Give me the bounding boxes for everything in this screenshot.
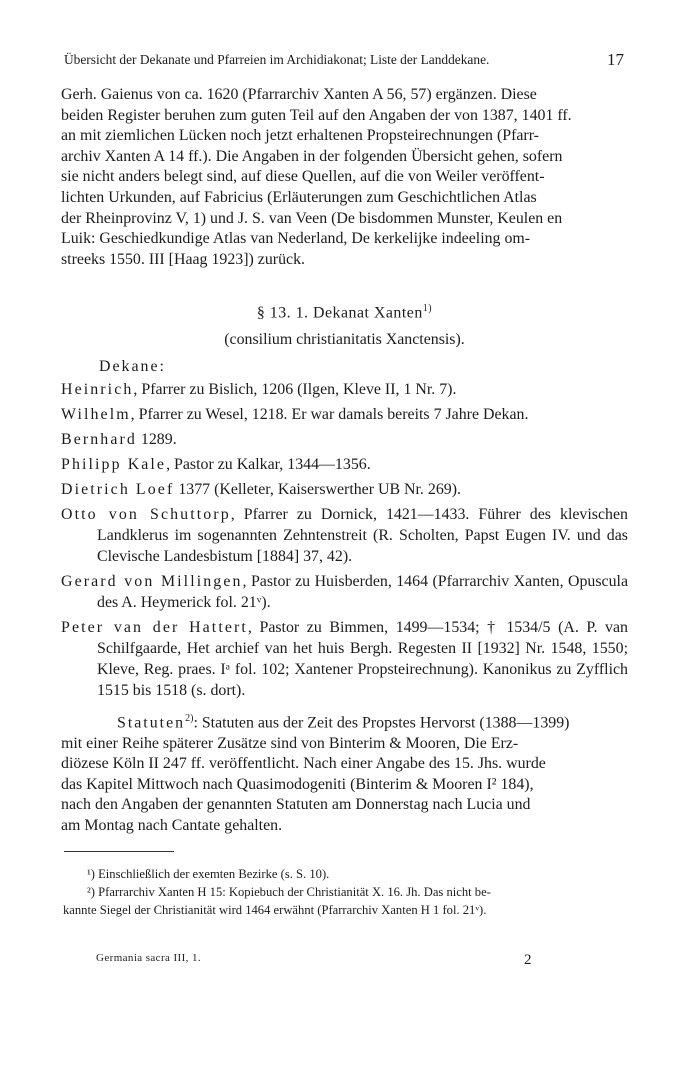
text-line: sie nicht anders belegt sind, auf diese Quellen, auf die von Weiler veröffent-: [61, 168, 545, 186]
dean-name: Wilhelm: [61, 405, 131, 423]
dean-details: , Pfarrer zu Bislich, 1206 (Ilgen, Kleve II, 1 Nr. 7).: [133, 380, 457, 398]
text-line: streeks 1550. III [Haag 1923]) zurück.: [61, 250, 306, 268]
running-head-title: Übersicht der Dekanate und Pfarreien im Archidiakonat; Liste der Landdekane.: [64, 52, 490, 67]
dean-details: 1377 (Kelleter, Kaiserswerther UB Nr. 269).: [174, 480, 461, 498]
text-line: archiv Xanten A 14 ff.). Die Angaben in der folgenden Übersicht gehen, sofern: [61, 147, 563, 165]
dean-entry: [61, 617, 628, 701]
dean-entry: [61, 571, 628, 613]
footnote: ²) Pfarrarchiv Xanten H 15: Kopiebuch der Christianität X. 16. Jh. Das nicht be-: [87, 885, 491, 899]
text-line: diözese Köln II 247 ff. veröffentlicht. Nach einer Angabe des 15. Jhs. wurde: [61, 755, 546, 773]
statutes-label: Statuten: [117, 713, 186, 731]
dean-list: [61, 379, 628, 701]
printer-signature: Germania sacra III, 1.: [96, 952, 201, 964]
dean-details: , Pastor zu Bimmen, 1499—1534; † 1534/5 (A. P. van Schilfgaarde, Het archief van het huis Bergh. Regesten II [1932] Nr. 1548, 1550; Kleve, Reg. praes. Iᵃ fol. 102; Xantener Propsteirechnung). Kanonikus zu Zyfflich 1515 bis 1518 (s. dort).: [97, 618, 628, 699]
dean-name: Peter van der Hattert: [61, 618, 248, 636]
dean-details: , Pfarrer zu Wesel, 1218. Er war damals bereits 7 Jahre Dekan.: [130, 405, 529, 423]
dean-name: Heinrich: [61, 380, 134, 398]
text-line: Luik: Geschiedkundige Atlas van Nederland, De kerkelijke indeeling om-: [61, 230, 531, 248]
text-line: mit einer Reihe späterer Zusätze sind von Binterim & Mooren, Die Erz-: [61, 734, 519, 752]
text-line: an mit ziemlichen Lücken noch jetzt erhaltenen Propsteirechnungen (Pfarr-: [61, 127, 539, 145]
dean-name: Bernhard: [61, 430, 137, 448]
text-line: der Rheinprovinz V, 1) und J. S. van Veen (De bisdommen Munster, Keulen en: [61, 209, 563, 227]
text-line: nach den Angaben der genannten Statuten am Donnerstag nach Lucia und: [61, 796, 531, 814]
text-line: das Kapitel Mittwoch nach Quasimodogeniti (Binterim & Mooren I² 184),: [61, 775, 534, 793]
dean-details: 1289.: [136, 430, 177, 448]
footnotes: [63, 865, 628, 919]
footnote: ¹) Einschließlich der exemten Bezirke (s. S. 10).: [87, 867, 330, 881]
footnote-divider: [64, 851, 174, 852]
text-line: [61, 709, 628, 734]
text-line: beiden Register beruhen zum guten Teil auf den Angaben der von 1387, 1401 ff.: [61, 106, 572, 124]
section-heading-text: § 13. 1. Dekanat Xanten: [256, 304, 423, 322]
main-text: [61, 85, 628, 837]
dean-name: Philipp Kale: [61, 455, 167, 473]
signature-number: 2: [524, 952, 532, 968]
footnote-continuation: kannte Siegel der Christianität wird 1464 erwähnt (Pfarrarchiv Xanten H 1 fol. 21ᵛ).: [63, 903, 487, 917]
dean-name: Gerard von Millingen: [61, 572, 243, 590]
dean-entry: [61, 379, 628, 400]
footnote-marker: 1): [422, 303, 433, 315]
footnote-marker: 2): [185, 712, 194, 724]
dean-entry: [61, 504, 628, 567]
dean-details: , Pastor zu Kalkar, 1344—1356.: [166, 455, 371, 473]
text-line: Gerh. Gaienus von ca. 1620 (Pfarrarchiv Xanten A 56, 57) ergänzen. Diese: [61, 86, 537, 103]
dean-entry: [61, 429, 628, 450]
deans-label: Dekane:: [99, 357, 166, 375]
section-heading: [61, 296, 628, 325]
dean-entry: [61, 454, 628, 475]
statutes-paragraph: [61, 709, 628, 837]
dean-entry: [61, 479, 628, 500]
dean-details: , Pastor zu Huisberden, 1464 (Pfarrarchiv Xanten, Opuscula des A. Heymerick fol. 21ᵛ).: [97, 572, 629, 611]
dean-name: Dietrich Loef: [61, 480, 175, 498]
text-line: lichten Urkunden, auf Fabricius (Erläuterungen zum Geschichtlichen Atlas: [61, 188, 537, 206]
dean-details: , Pfarrer zu Dornick, 1421—1433. Führer des klevischen Landklerus im sogenannten Zehntenstreit (R. Scholten, Papst Eugen IV. und das Clevische Landesbistum [1884] 37, 42).: [97, 505, 628, 565]
intro-paragraph: [61, 85, 628, 270]
text-line: am Montag nach Cantate gehalten.: [61, 816, 283, 834]
dean-entry: [61, 404, 628, 425]
running-head: [64, 50, 624, 72]
dean-name: Otto von Schuttorp: [61, 505, 231, 523]
statutes-first-line: : Statuten aus der Zeit des Propstes Hervorst (1388—1399): [193, 713, 570, 731]
page-number: 17: [607, 50, 624, 69]
section-subheading: (consilium christianitatis Xanctensis).: [224, 330, 465, 348]
